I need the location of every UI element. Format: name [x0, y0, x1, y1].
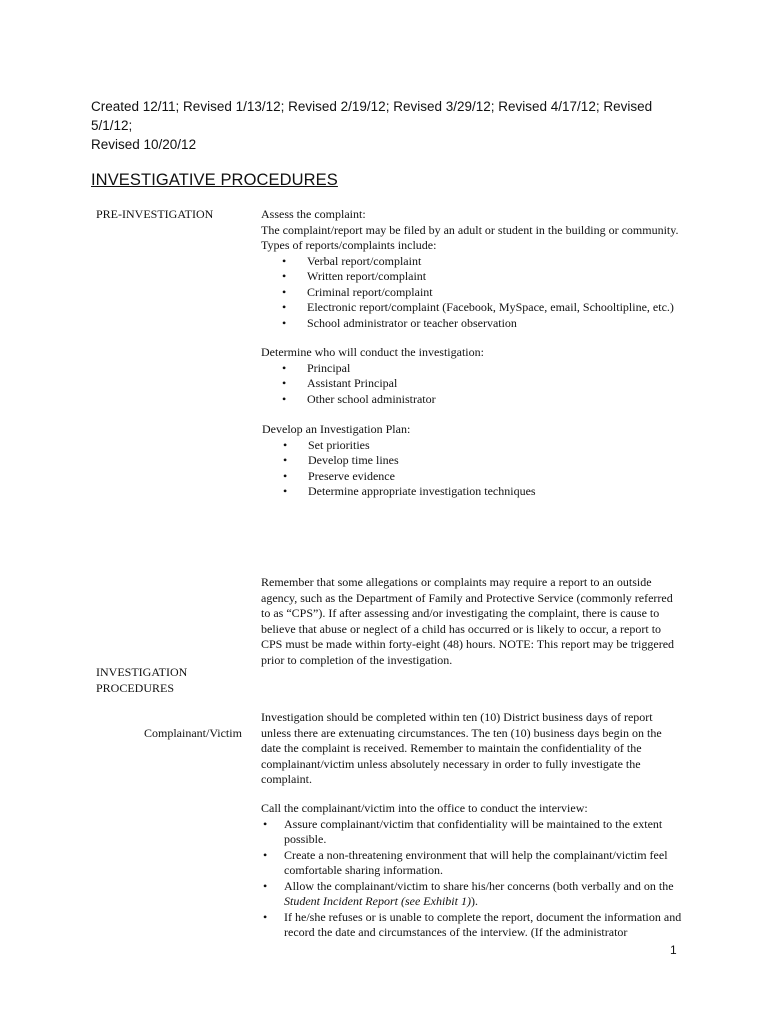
list-item-line: • Allow the complainant/victim to share his/her concerns (both verbally and on the: [284, 878, 674, 893]
revision-line-1: Created 12/11; Revised 1/13/12; Revised 2/19/12; Revised 3/29/12; Revised 4/17/12; Revised 5/1/12;: [91, 99, 653, 133]
label-line: INVESTIGATION: [96, 665, 188, 679]
label-line: PROCEDURES: [96, 680, 175, 695]
page-number: 1: [670, 943, 677, 957]
interview-steps-list: [261, 817, 741, 941]
list-item: • Develop time lines: [262, 453, 732, 469]
list-item: • Determine appropriate investigation techniques: [262, 484, 732, 500]
assess-block: [261, 207, 731, 331]
list-item: • Electronic report/complaint (Facebook, MySpace, email, Schooltipline, etc.): [261, 300, 731, 316]
paragraph-line: agency, such as the Department of Family and Protective Service (commonly referred: [261, 590, 673, 605]
determine-heading: Determine who will conduct the investigation:: [261, 345, 484, 359]
list-item: • Preserve evidence: [262, 469, 732, 485]
section-label-pre-investigation: PRE-INVESTIGATION: [96, 207, 214, 221]
investigator-list: [261, 361, 731, 408]
report-types-list: [261, 254, 731, 332]
list-item-line: comfortable sharing information.: [284, 863, 443, 877]
list-item: • Set priorities: [262, 438, 732, 454]
exhibit-reference: Student Incident Report (see Exhibit 1): [284, 894, 471, 908]
revision-history: [91, 97, 691, 154]
paragraph-line: Remember that some allegations or complaints may require a report to an outside: [261, 575, 652, 589]
assess-heading: Assess the complaint:: [261, 207, 366, 221]
assess-line-2: Types of reports/complaints include:: [261, 238, 437, 252]
plan-heading: Develop an Investigation Plan:: [262, 422, 411, 436]
paragraph-line: CPS must be made within forty-eight (48) hours. NOTE: This report may be triggered: [261, 637, 675, 651]
paragraph-line: Investigation should be completed within ten (10) District business days of report: [261, 710, 653, 724]
list-item-line: possible.: [284, 832, 327, 846]
list-item: • Written report/complaint: [261, 269, 731, 285]
paragraph-line: date the complaint is received. Remember to maintain the confidentiality of the: [261, 741, 642, 755]
page-title: INVESTIGATIVE PROCEDURES: [91, 171, 338, 189]
list-item: [261, 848, 741, 879]
plan-list: [262, 438, 732, 500]
list-item-line: • Assure complainant/victim that confidentiality will be maintained to the extent: [284, 816, 663, 831]
list-item: • School administrator or teacher observation: [261, 316, 731, 332]
assess-line-1: The complaint/report may be filed by an adult or student in the building or community.: [261, 222, 679, 237]
list-item: • Principal: [261, 361, 731, 377]
list-item: [261, 910, 741, 941]
list-item-line: • Create a non-threatening environment that will help the complainant/victim feel: [284, 847, 668, 862]
list-item: [261, 817, 741, 848]
paragraph-line: prior to completion of the investigation.: [261, 652, 453, 667]
interview-block: [261, 801, 741, 941]
paragraph-line: to as “CPS”). If after assessing and/or investigating the complaint, there is cause to: [261, 606, 660, 620]
cps-reminder-paragraph: [261, 575, 741, 668]
determine-block: [261, 345, 731, 407]
list-item: • Criminal report/complaint: [261, 285, 731, 301]
list-item: • Other school administrator: [261, 392, 731, 408]
paragraph-line: complainant/victim unless absolutely necessary in order to fully investigate the: [261, 756, 641, 771]
sublabel-complainant-victim: Complainant/Victim: [144, 726, 242, 740]
list-item: • Assistant Principal: [261, 376, 731, 392]
paragraph-line: unless there are extenuating circumstances. The ten (10) business days begin on the: [261, 725, 662, 740]
paragraph-line: complaint.: [261, 772, 312, 786]
list-item: [261, 879, 741, 910]
list-item-line: record the date and circumstances of the interview. (If the administrator: [284, 925, 628, 939]
list-item-line: [284, 894, 741, 910]
list-item: • Verbal report/complaint: [261, 254, 731, 270]
section-label-investigation-procedures: [96, 665, 187, 696]
investigation-timeline-paragraph: [261, 710, 741, 788]
interview-heading: Call the complainant/victim into the office to conduct the interview:: [261, 801, 588, 815]
exhibit-reference-suffix: ).: [470, 894, 478, 908]
list-item-line: • If he/she refuses or is unable to complete the report, document the information and: [284, 909, 682, 924]
plan-block: [262, 422, 732, 500]
paragraph-line: believe that abuse or neglect of a child has occurred or is likely to occur, a report to: [261, 621, 662, 636]
revision-line-2: Revised 10/20/12: [91, 137, 197, 152]
